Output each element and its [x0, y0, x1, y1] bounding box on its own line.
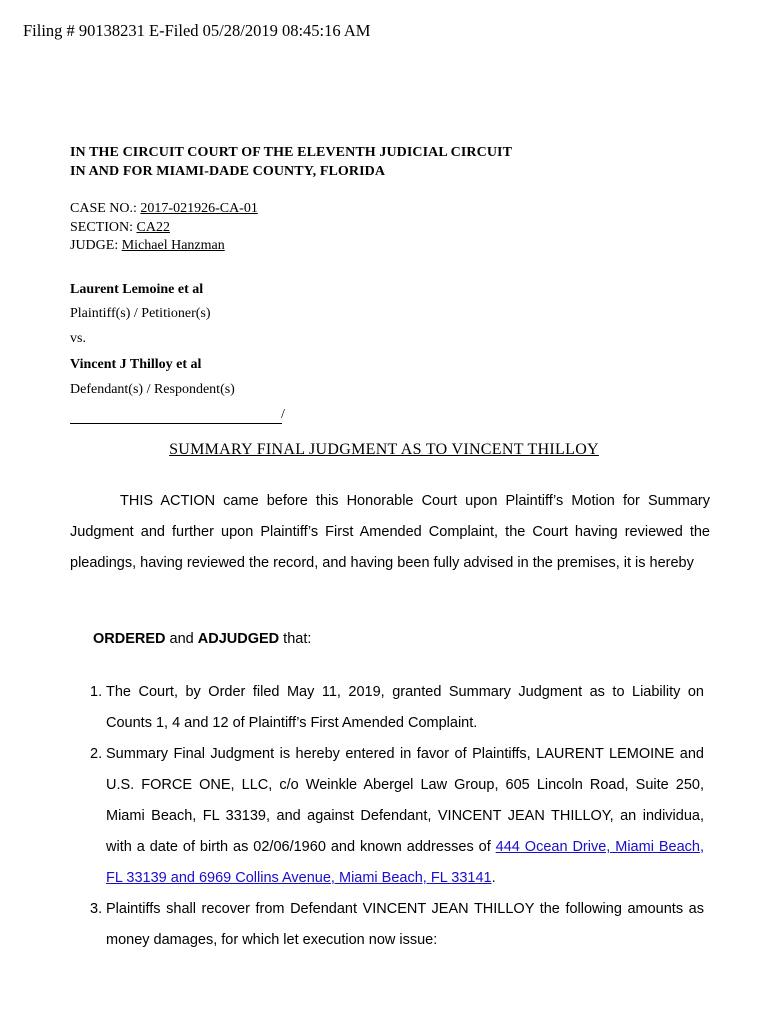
court-heading-line1: IN THE CIRCUIT COURT OF THE ELEVENTH JUDICIAL CIRCUIT	[70, 145, 513, 160]
item-number: 1.	[90, 684, 103, 700]
item-text: Summary Final Judgment is hereby entered in favor of Plaintiffs, LAURENT LEMOINE and U.S. FORCE ONE, LLC, c/o Weinkle Abergel Law Group, 605 Lincoln Road, Suite 250, Miami Beach, FL 33139, and against Defendant, VINCENT JEAN THILLOY, an individua, with a date of birth as 02/06/1960 and known addresses of	[106, 746, 704, 855]
defendant-role: Defendant(s) / Respondent(s)	[70, 382, 235, 397]
case-number-label: CASE NO.:	[70, 201, 141, 216]
item-number: 3.	[90, 901, 103, 917]
judgment-items-list	[70, 677, 704, 956]
intro-paragraph	[70, 486, 710, 579]
versus-label: vs.	[70, 331, 86, 346]
document-title: SUMMARY FINAL JUDGMENT AS TO VINCENT THILLOY	[169, 441, 599, 458]
section-value: CA22	[136, 220, 170, 235]
adjudged-word: ADJUDGED	[197, 631, 280, 647]
judge-row	[70, 238, 225, 254]
judge-label: JUDGE:	[70, 238, 122, 253]
plaintiff-name: Laurent Lemoine et al	[70, 282, 204, 297]
item-text: Plaintiffs shall recover from Defendant VINCENT JEAN THILLOY the following amounts as money damages, for which let execution now issue:	[106, 901, 704, 948]
caption-signature-line	[70, 423, 282, 424]
filing-stamp: Filing # 90138231 E-Filed 05/28/2019 08:45:16 AM	[23, 21, 371, 40]
ordered-adjudged-line	[93, 631, 311, 647]
section-label: SECTION:	[70, 220, 137, 235]
list-item	[70, 894, 704, 956]
address-link[interactable]: 444 Ocean Drive, Miami Beach, FL 33139 and 6969 Collins Avenue, Miami Beach, FL 33141	[106, 839, 705, 886]
list-item	[70, 739, 704, 894]
case-number-row	[70, 201, 258, 217]
section-row	[70, 220, 170, 236]
defendant-name: Vincent J Thilloy et al	[70, 357, 202, 372]
caption-slash: /	[281, 407, 285, 422]
judge-value: Michael Hanzman	[121, 238, 225, 253]
case-number-value: 2017-021926-CA-01	[140, 201, 258, 216]
plaintiff-role: Plaintiff(s) / Petitioner(s)	[70, 306, 211, 321]
item-number: 2.	[90, 746, 103, 762]
ordered-word: ORDERED	[93, 631, 166, 647]
and-word: and	[165, 631, 198, 647]
item-text: The Court, by Order filed May 11, 2019, granted Summary Judgment as to Liability on Counts 1, 4 and 12 of Plaintiff’s First Amended Complaint.	[106, 684, 704, 731]
intro-text: THIS ACTION came before this Honorable Court upon Plaintiff’s Motion for Summary Judgment and further upon Plaintiff’s First Amended Complaint, the Court having reviewed the pleadings, having reviewed the record, and having been fully advised in the premises, it is hereby	[70, 493, 710, 571]
that-word: that:	[279, 631, 312, 647]
court-heading-line2: IN AND FOR MIAMI-DADE COUNTY, FLORIDA	[70, 164, 386, 179]
item-text-tail: .	[491, 870, 496, 886]
list-item	[70, 677, 704, 739]
